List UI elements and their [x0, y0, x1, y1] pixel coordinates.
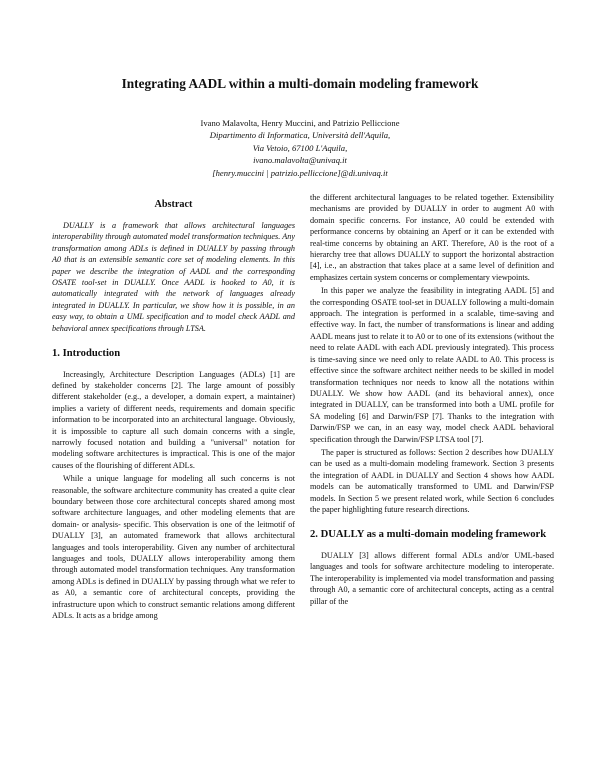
paragraph: The paper is structured as follows: Section 2 describes how DUALLY can be used as a multi-domain modeling framework. Section 3 presents the integration of AADL in DUALLY and Section 4 shows how AADL models can be automatically transformed to UML and Darwin/FSP models. In Section 5 we present related work, while Section 6 concludes the paper highlighting future research directions.	[310, 447, 554, 514]
paper-title: Integrating AADL within a multi-domain modeling framework	[121, 76, 479, 91]
email-line: [henry.muccini | patrizio.pelliccione]@di.univaq.it	[212, 167, 388, 178]
email-line: ivano.malavolta@univaq.it	[253, 155, 347, 166]
abstract-text: DUALLY is a framework that allows architectural languages interoperability through automated model transformation techniques. Any transformation among ADLs is defined in DUALLY by passing through A0 that is an extensible semantic core set of modeling elements. In this paper we describe the integration of AADL and the corresponding OSATE tool-set in DUALLY. Once AADL is hooked to A0, it is automatically integrated with the network of languages already integrated in DUALLY. In particular, we show how it is possible, in an easy way, to obtain a UML specification and to model check AADL and behavioral annex specifications through LTSA.	[52, 221, 295, 333]
paragraph: DUALLY [3] allows different formal ADLs and/or UML-based languages and tools for software architecture modeling to interoperate. The interoperability is implemented via model transformation and passing through A0, a semantic core of architectural concepts, acting as a central pillar of the	[310, 550, 554, 606]
left-column	[52, 198, 295, 624]
paragraph: In this paper we analyze the feasibility in integrating AADL [5] and the corresponding OSATE tool-set in DUALLY following a multi-domain approach. The integration is performed in a scalable, time-saving and effective way. In fact, the number of transformations is linear and adding AADL means just to relate it to A0 or to one of its extensions (without the need to relate AADL with each ADL previously integrated). This process is time-saving since we need only to relate AADL to A0. This process is effective since the software architect neither needs to be skilled in model transformation techniques nor needs to know all the notations within DUALLY. We show how AADL (and its behavioral annex), once integrated in DUALLY, can be transformed into both a UML profile for SA modeling [6] and Darwin/FSP [7]. Thanks to the integration with Darwin/FSP we can, in an easy way, model check AADL behavioral specification through the Darwin/FSP LTSA tool [7].	[310, 286, 554, 444]
right-column	[310, 192, 554, 609]
author-block	[150, 117, 450, 179]
affiliation-line: Via Vetoio, 67100 L'Aquila,	[252, 142, 348, 153]
paragraph: Increasingly, Architecture Description Languages (ADLs) [1] are defined by stakeholder concerns [2]. The large amount of possibly different stakeholder (e.g., a developer, a domain expert, a maintainer) implies a variety of different needs, requirements and domain specific information to be incorporated into an architectural language. Obviously, it is impossible to capture all such domain concerns with a single, narrowly focused notation and building a "universal" notation for modeling software architectures is impractical. This is one of the major causes of the flourishing of different ADLs.	[52, 369, 295, 470]
affiliation-line: Dipartimento di Informatica, Università dell'Aquila,	[209, 130, 391, 141]
section-heading-introduction: 1. Introduction	[52, 348, 121, 360]
paragraph: While a unique language for modeling all such concerns is not reasonable, the software architecture community has created a quite clear boundary between those core architectural concepts shared among most software architecture languages, and other modeling elements that are domain- or analysis- specific. This observation is one of the leitmotif of DUALLY [3], an automated framework that allows architectural languages and tools interoperability. Given any number of architectural languages and tools, DUALLY allows interoperability among them through automated model transformation techniques. Any transformation among ADLs is defined in DUALLY by passing through what we refer to as A0, a semantic core of architectural concepts, providing the infrastructure upon which to construct semantic relations among different ADLs. It acts as a bridge among	[52, 474, 295, 621]
authors: Ivano Malavolta, Henry Muccini, and Patrizio Pelliccione	[200, 118, 400, 128]
paragraph: the different architectural languages to be related together. Extensibility mechanisms are provided by DUALLY in order to augment A0 with domain specific concerns. For instance, A0 could be extended with performance concerns by obtaining an Aperf or it can be extended with real-time concerns by obtaining an ART. Therefore, A0 is the root of a hierarchy tree that allows DUALLY to support the horizontal abstraction [4], i.e., an abstraction that takes place at a same level of definition and emphasizes certain system concerns or complementary viewpoints.	[310, 193, 554, 282]
section-heading-dually: 2. DUALLY as a multi-domain modeling framework	[310, 529, 547, 541]
abstract-heading: Abstract	[154, 199, 193, 210]
